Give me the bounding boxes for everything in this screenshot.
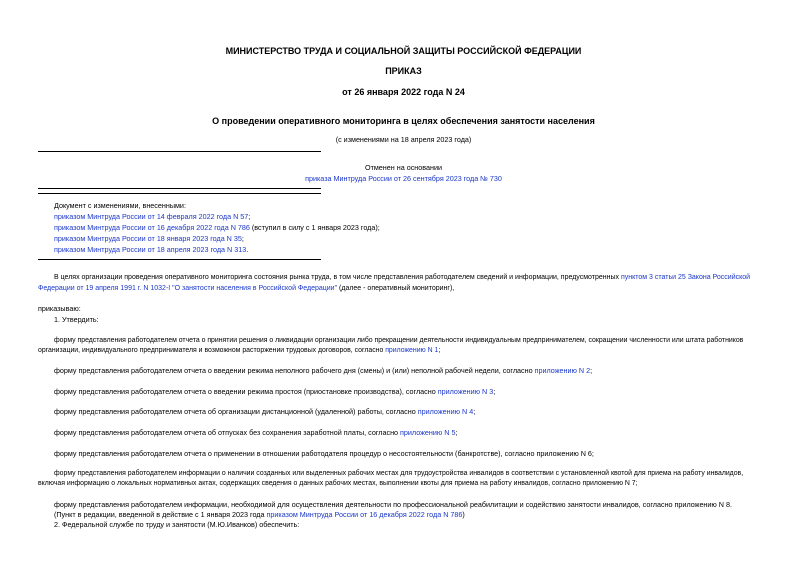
punctuation: ; xyxy=(455,428,458,437)
form-6: форму представления работодателем отчета о применении в отношении работодателя процедур о несостоятельности (банкротстве), согласно приложению N 6; xyxy=(54,449,594,458)
form-text: организации, индивидуального предпринимателя и возможном расторжении трудовых договоров, согласно xyxy=(38,347,386,354)
appendix-4-link[interactable]: приложению N 4 xyxy=(417,407,474,416)
amendment-link[interactable]: приказом Минтруда России от 14 февраля 2022 года N 57 xyxy=(54,212,249,221)
note-text: ) xyxy=(462,510,465,519)
divider xyxy=(38,151,321,152)
form-8-note xyxy=(54,510,465,520)
item-1: 1. Утвердить: xyxy=(54,315,99,324)
punctuation: ; xyxy=(493,387,496,396)
form-5 xyxy=(54,428,458,438)
form-8: форму представления работодателем информации, необходимой для осуществления деятельности по профессиональной реабилитации и содействию занятости инвалидов, согласно приложению N 8. xyxy=(54,500,732,509)
form-text: форму представления работодателем отчета об организации дистанционной (удаленной) работы, согласно xyxy=(54,407,418,416)
form-text: форму представления работодателем отчета об отпусках без сохранения заработной платы, согласно xyxy=(54,428,401,437)
changes-intro: Документ с изменениями, внесенными: xyxy=(54,201,186,210)
item-2: 2. Федеральной службе по труду и занятости (М.Ю.Иванков) обеспечить: xyxy=(54,520,300,529)
list-item xyxy=(54,212,250,222)
amendment-tail: ; xyxy=(241,234,244,243)
appendix-3-link[interactable]: приложению N 3 xyxy=(437,387,494,396)
appendix-2-link[interactable]: приложению N 2 xyxy=(534,366,591,375)
list-item xyxy=(54,223,380,233)
amendment-link[interactable]: приказом Минтруда России от 18 апреля 2023 года N 313 xyxy=(54,245,247,254)
amended-note: (с изменениями на 18 апреля 2023 года) xyxy=(335,135,472,144)
document-title: О проведении оперативного мониторинга в целях обеспечения занятости населения xyxy=(212,116,595,126)
amendment-tail: (вступил в силу с 1 января 2023 года); xyxy=(249,223,380,232)
form-1-line-1: форму представления работодателем отчета о принятии решения о ликвидации организации либо прекращении деятельности индивидуальным предпринимателем, сокращении численности или штата работников xyxy=(54,337,744,344)
list-item xyxy=(54,245,248,255)
law-link[interactable]: пунктом 3 статьи 25 Закона Российской xyxy=(620,274,751,281)
order-word: приказываю: xyxy=(38,304,81,313)
form-3 xyxy=(54,387,495,397)
note-text: (Пункт в редакции, введенной в действие с 1 января 2023 года xyxy=(54,510,267,519)
form-text: форму представления работодателем отчета о введении режима неполного рабочего дня (смены) и (или) неполной рабочей недели, согласно xyxy=(54,366,535,375)
amendment-786-link[interactable]: приказом Минтруда России от 16 декабря 2022 года N 786 xyxy=(266,510,463,519)
form-4 xyxy=(54,407,475,417)
appendix-1-link[interactable]: приложению N 1 xyxy=(385,347,439,354)
divider xyxy=(38,259,321,260)
amendment-tail: ; xyxy=(248,212,251,221)
form-1-line-2 xyxy=(38,346,440,356)
cancelled-line xyxy=(0,174,807,184)
law-link[interactable]: Федерации от 19 апреля 1991 г. N 1032-I "О занятости населения в Российской Федерации" xyxy=(38,285,338,292)
preamble-line-1 xyxy=(54,273,750,283)
punctuation: ; xyxy=(473,407,476,416)
form-text: форму представления работодателем отчета о введении режима простоя (приостановке производства), согласно xyxy=(54,387,438,396)
divider xyxy=(38,188,321,189)
amendment-tail: . xyxy=(246,245,249,254)
amendment-link[interactable]: приказом Минтруда России от 18 января 2023 года N 35 xyxy=(54,234,242,243)
form-7-line-2: включая информацию о локальных нормативных актах, содержащих сведения о данных рабочих местах, выполнении квоты для приема на работу инвалидов, согласно приложению N 7; xyxy=(38,480,638,487)
date-number-heading: от 26 января 2022 года N 24 xyxy=(342,87,465,97)
preamble-text: В целях организации проведения оперативного мониторинга состояния рынка труда, в том числе представления работодателем сведений и информации, предусмотренных xyxy=(54,274,621,281)
ministry-heading: МИНИСТЕРСТВО ТРУДА И СОЦИАЛЬНОЙ ЗАЩИТЫ РОССИЙСКОЙ ФЕДЕРАЦИИ xyxy=(225,46,582,56)
punctuation: ; xyxy=(438,347,441,354)
cancelled-label: Отменен на основании xyxy=(364,163,442,172)
amendment-link[interactable]: приказом Минтруда России от 16 декабря 2022 года N 786 xyxy=(54,223,250,232)
preamble-line-2 xyxy=(38,284,454,294)
form-7-line-1: форму представления работодателем информации о наличии созданных или выделенных рабочих местах для трудоустройства инвалидов в соответствии с установленной квотой для приема на работу инвалидов, xyxy=(54,470,744,477)
preamble-text: (далее - оперативный мониторинг), xyxy=(337,285,455,292)
cancel-order-link[interactable]: приказа Минтруда России от 26 сентября 2023 года № 730 xyxy=(305,174,502,183)
form-2 xyxy=(54,366,592,376)
divider xyxy=(38,193,321,194)
punctuation: ; xyxy=(590,366,593,375)
doc-type-heading: ПРИКАЗ xyxy=(385,66,422,76)
list-item xyxy=(54,234,244,244)
appendix-5-link[interactable]: приложению N 5 xyxy=(400,428,456,437)
